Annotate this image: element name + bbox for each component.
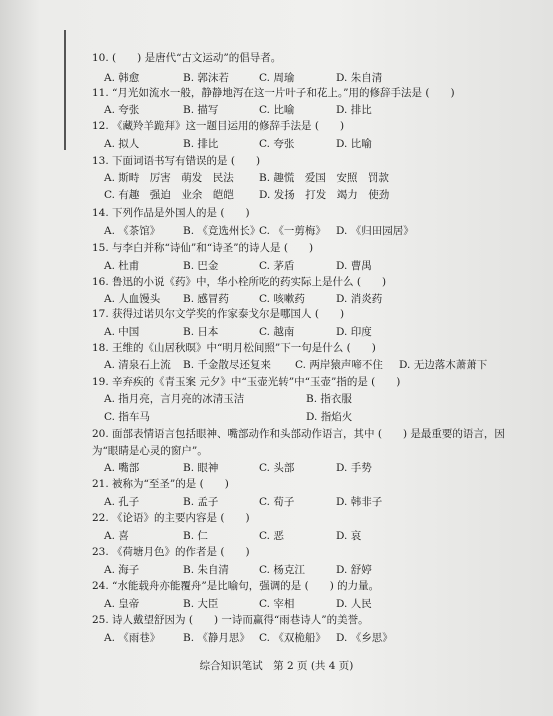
option-10a: A. 韩愈 — [104, 72, 140, 84]
option-22b: B. 仁 — [183, 530, 208, 542]
option-16d: D. 消炎药 — [336, 293, 383, 305]
option-13c: C. 有趣 强迫 业余 皑皑 — [104, 189, 234, 201]
question-13: 13. 下面词语书写有错误的是 ( ) — [92, 155, 261, 167]
option-18b: B. 千金散尽还复来 — [183, 359, 271, 371]
option-12d: D. 比喻 — [336, 138, 372, 150]
option-10d: D. 朱自清 — [336, 72, 383, 84]
question-12: 12. 《藏羚羊跪拜》这一题目运用的修辞手法是 ( ) — [92, 120, 345, 132]
option-12b: B. 排比 — [183, 138, 219, 150]
question-20-continuation: 为“眼睛是心灵的窗户”。 — [92, 445, 208, 457]
question-21: 21. 被称为“至圣”的是 ( ) — [92, 478, 229, 490]
option-19a: A. 指月亮，言月亮的冰清玉洁 — [104, 393, 245, 405]
option-19d: D. 指焰火 — [306, 411, 353, 423]
option-24b: B. 大臣 — [183, 598, 219, 610]
option-14d: D. 《归田园居》 — [336, 225, 414, 237]
option-11b: B. 描写 — [183, 104, 219, 116]
option-21d: D. 韩非子 — [336, 496, 383, 508]
option-11d: D. 排比 — [336, 104, 372, 116]
question-20: 20. 面部表情语言包括眼神、嘴部动作和头部动作语言，其中 ( ) 是最重要的语言，因 — [92, 428, 505, 440]
question-16: 16. 鲁迅的小说《药》中，华小栓所吃的药实际上是什么 ( ) — [92, 276, 387, 288]
option-22d: D. 哀 — [336, 530, 362, 542]
question-17: 17. 获得过诺贝尔文学奖的作家泰戈尔是哪国人 ( ) — [92, 308, 345, 320]
option-15d: D. 曹禺 — [336, 260, 372, 272]
option-13d: D. 发扬 打发 竭力 使劲 — [259, 189, 390, 201]
option-11a: A. 夸张 — [104, 104, 140, 116]
question-10: 10. ( ) 是唐代“古文运动”的倡导者。 — [92, 52, 282, 64]
option-16a: A. 人血馒头 — [104, 293, 161, 305]
margin-line — [64, 30, 66, 150]
question-18: 18. 王维的《山居秋暝》中“明月松间照”下一句是什么 ( ) — [92, 342, 376, 354]
option-10b: B. 郭沫若 — [183, 72, 229, 84]
option-22a: A. 喜 — [104, 530, 129, 542]
option-21b: B. 孟子 — [183, 496, 219, 508]
option-18d: D. 无边落木萧萧下 — [399, 359, 488, 371]
question-24: 24. “水能载舟亦能覆舟”是比喻句，强调的是 ( ) 的力量。 — [92, 580, 380, 592]
option-10c: C. 周瑜 — [259, 72, 295, 84]
option-20c: C. 头部 — [259, 462, 295, 474]
option-23d: D. 舒婷 — [336, 564, 372, 576]
option-23b: B. 朱自清 — [183, 564, 229, 576]
option-17a: A. 中国 — [104, 326, 140, 338]
option-12c: C. 夸张 — [259, 138, 295, 150]
option-14a: A. 《茶馆》 — [104, 225, 161, 237]
option-22c: C. 恶 — [259, 530, 284, 542]
option-25a: A. 《雨巷》 — [104, 632, 161, 644]
option-19b: B. 指衣服 — [306, 393, 352, 405]
option-16c: C. 咳嗽药 — [259, 293, 305, 305]
option-24c: C. 宰相 — [259, 598, 295, 610]
option-21c: C. 荀子 — [259, 496, 295, 508]
option-18a: A. 清泉石上流 — [104, 359, 171, 371]
option-15c: C. 茅盾 — [259, 260, 295, 272]
option-24d: D. 人民 — [336, 598, 372, 610]
option-23a: A. 海子 — [104, 564, 140, 576]
option-25c: C. 《双桅船》 — [259, 632, 326, 644]
question-14: 14. 下列作品是外国人的是 ( ) — [92, 207, 250, 219]
option-20a: A. 嘴部 — [104, 462, 140, 474]
question-23: 23. 《荷塘月色》的作者是 ( ) — [92, 546, 250, 558]
option-13b: B. 趣慌 爱国 安照 罚款 — [259, 172, 389, 184]
question-11: 11. “月光如流水一般，静静地泻在这一片叶子和花上。”用的修辞手法是 ( ) — [92, 87, 455, 99]
option-25d: D. 《乡思》 — [336, 632, 393, 644]
page-footer: 综合知识笔试 第 2 页 (共 4 页) — [199, 660, 354, 672]
option-13a: A. 斯畤 厉害 萌发 民法 — [104, 172, 234, 184]
option-18c: C. 两岸猿声啼不住 — [295, 359, 383, 371]
option-14c: C. 《一剪梅》 — [259, 225, 326, 237]
option-21a: A. 孔子 — [104, 496, 140, 508]
option-20d: D. 手势 — [336, 462, 372, 474]
option-20b: B. 眼神 — [183, 462, 219, 474]
option-14b: B. 《竞选州长》 — [183, 225, 261, 237]
option-16b: B. 感冒药 — [183, 293, 229, 305]
question-22: 22. 《论语》的主要内容是 ( ) — [92, 512, 250, 524]
option-23c: C. 杨克江 — [259, 564, 305, 576]
option-12a: A. 拟人 — [104, 138, 140, 150]
option-17c: C. 越南 — [259, 326, 295, 338]
option-11c: C. 比喻 — [259, 104, 295, 116]
question-19: 19. 辛弃疾的《青玉案 元夕》中“玉壶光转”中“玉壶”指的是 ( ) — [92, 376, 401, 388]
question-25: 25. 诗人戴望舒因为 ( ) 一诗而赢得“雨巷诗人”的美誉。 — [92, 614, 369, 626]
option-25b: B. 《静月思》 — [183, 632, 250, 644]
option-17b: B. 日本 — [183, 326, 219, 338]
option-19c: C. 指车马 — [104, 411, 150, 423]
option-24a: A. 皇帝 — [104, 598, 140, 610]
option-17d: D. 印度 — [336, 326, 372, 338]
question-15: 15. 与李白并称“诗仙”和“诗圣”的诗人是 ( ) — [92, 242, 314, 254]
option-15b: B. 巴金 — [183, 260, 219, 272]
option-15a: A. 杜甫 — [104, 260, 140, 272]
